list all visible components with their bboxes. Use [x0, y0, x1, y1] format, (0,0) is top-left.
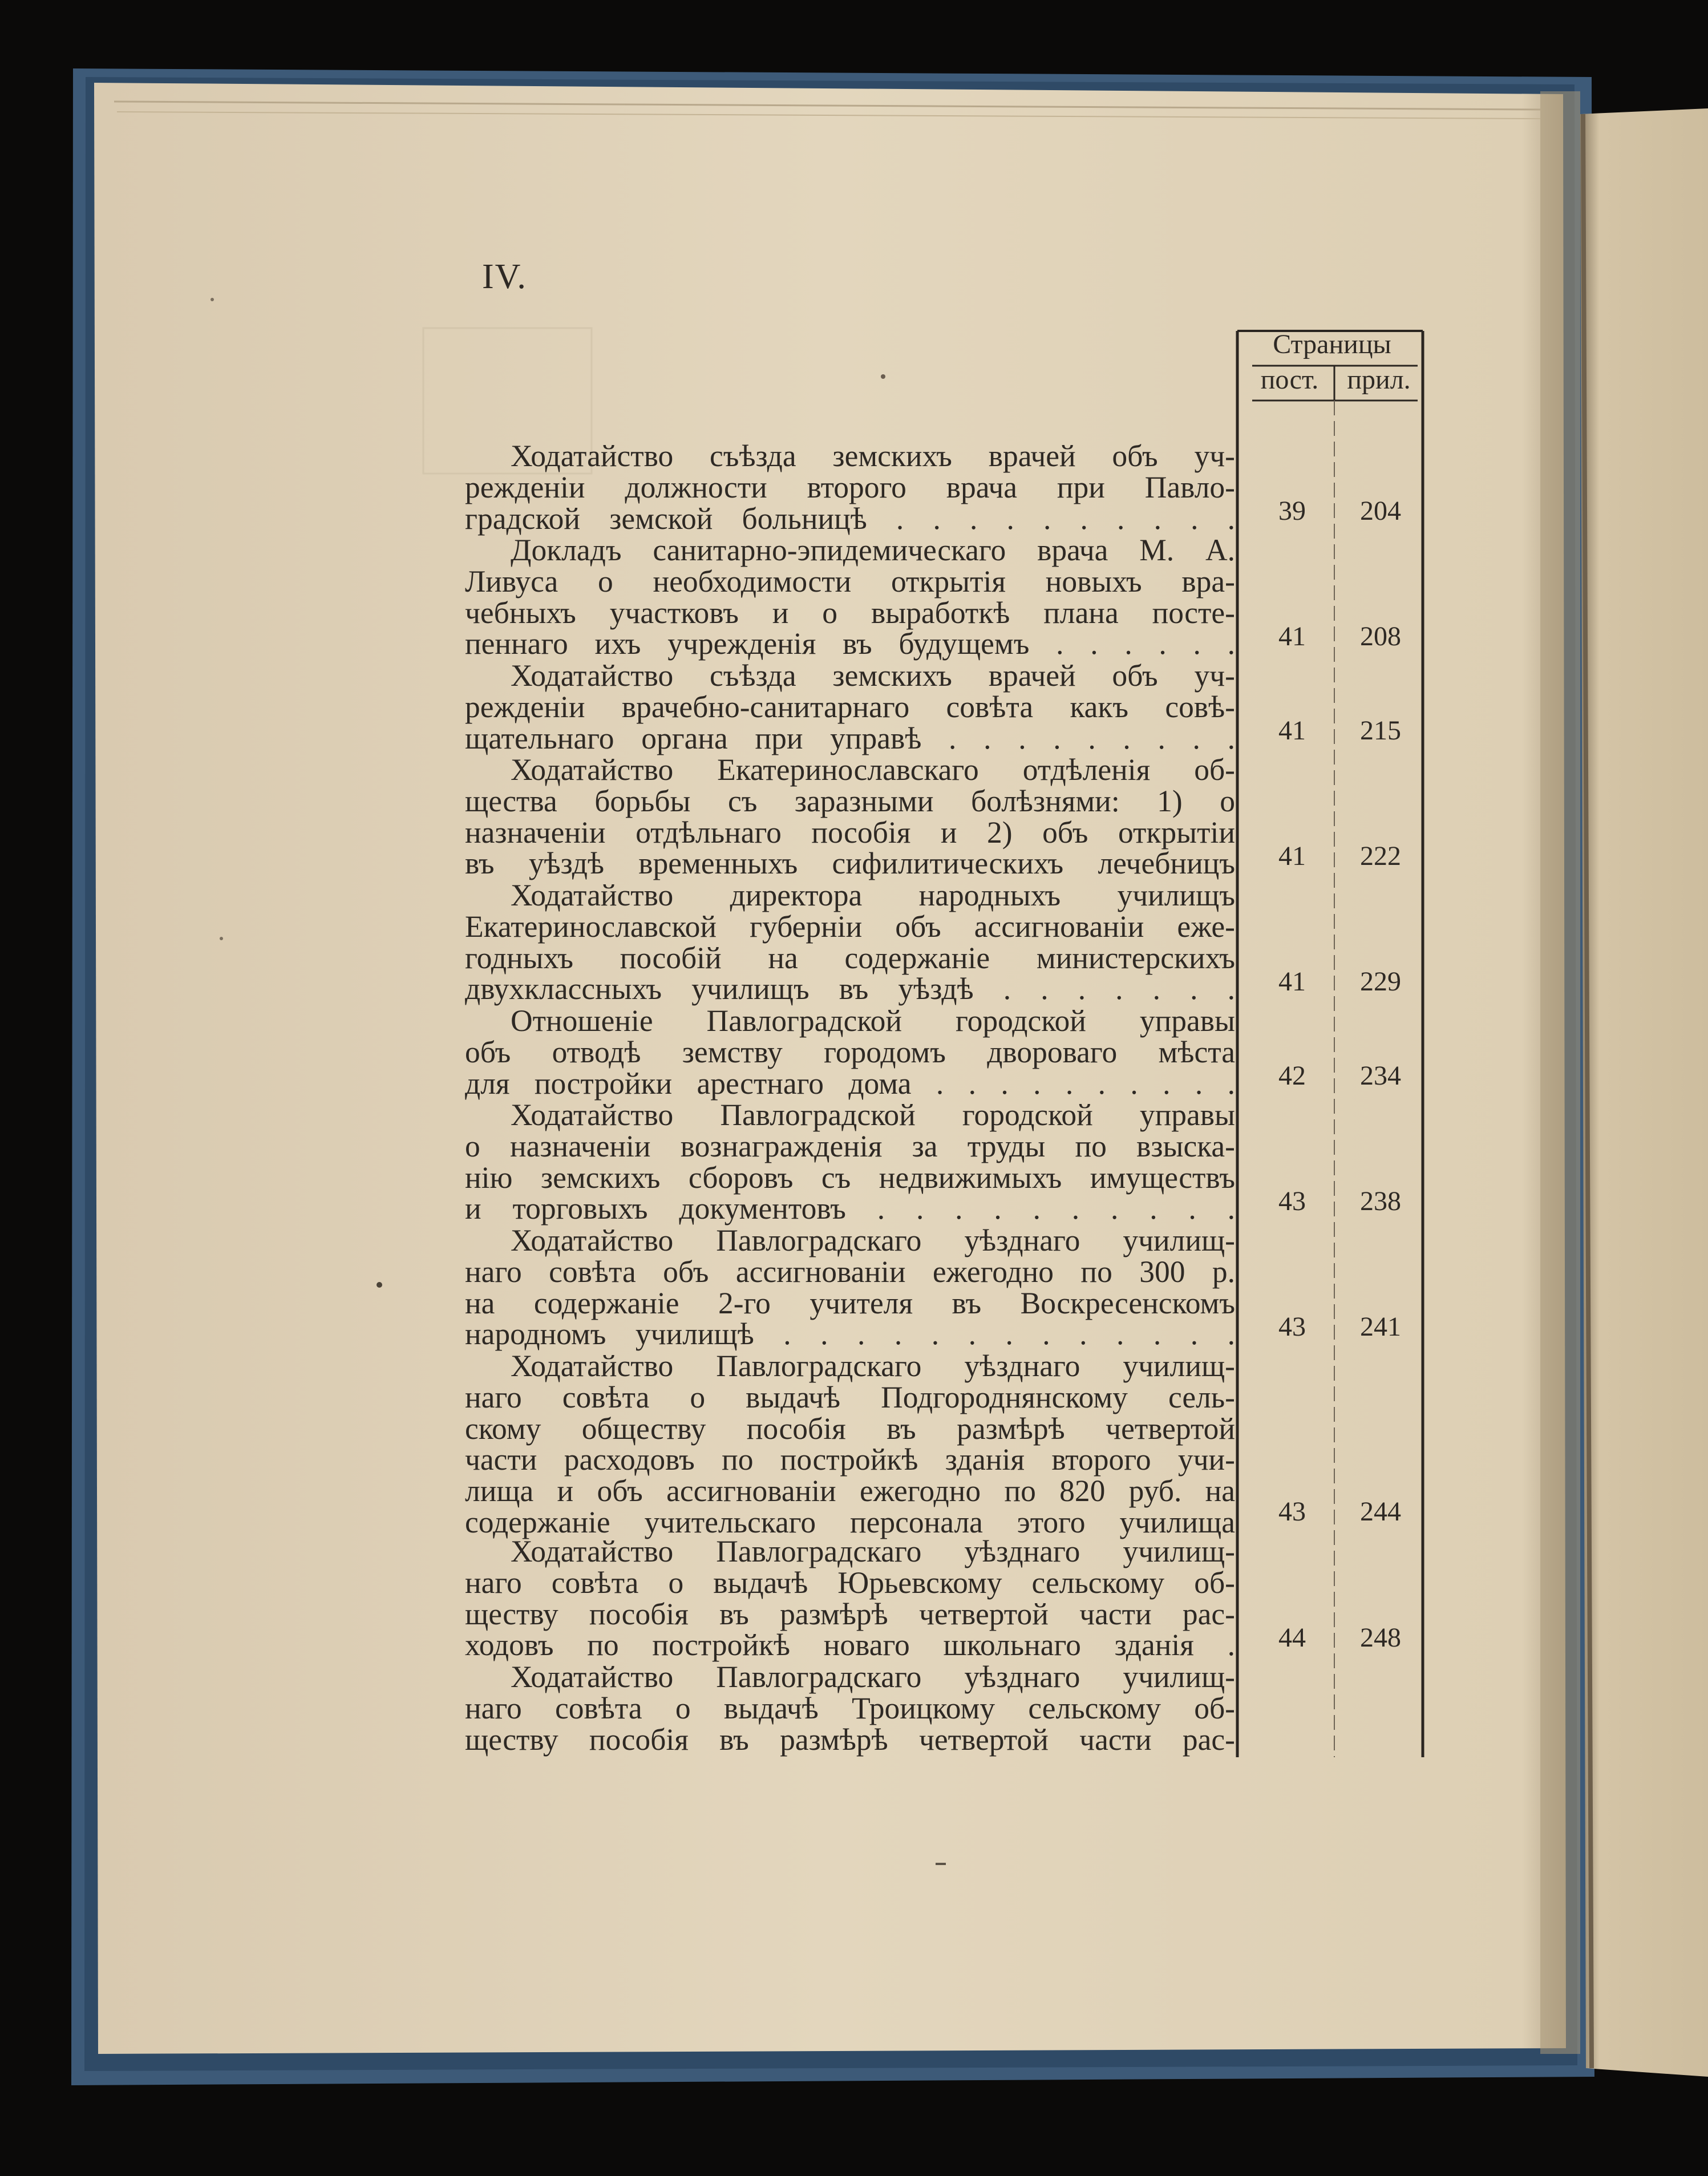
column-header-pril: прил.: [1347, 365, 1411, 395]
entry-8-post-page: 43: [1278, 1312, 1306, 1342]
entry-10-pril-page: 248: [1360, 1623, 1401, 1653]
entry-6-pril-page: 234: [1360, 1061, 1401, 1091]
entry-9-pril-page: 244: [1360, 1496, 1401, 1527]
entry-line: Ходатайство съѣзда земскихъ врачей объ уч-: [511, 439, 1235, 473]
entry-line: наго совѣта о выдачѣ Подгороднянскому сель-: [465, 1380, 1235, 1414]
entry-8: [465, 1225, 1235, 1350]
entry-2: [465, 535, 1235, 660]
entry-6-post-page: 42: [1278, 1061, 1306, 1091]
column-header-post: пост.: [1260, 365, 1319, 395]
entry-line: наго совѣта объ ассигнованіи ежегодно по 300 р.: [465, 1254, 1235, 1289]
entry-4-post-page: 41: [1278, 841, 1306, 871]
entry-line: назначеніи отдѣльнаго пособія и 2) объ открытіи: [465, 815, 1235, 850]
entry-10-post-page: 44: [1278, 1623, 1306, 1653]
entry-line: режденіи должности второго врача при Павло-: [465, 470, 1235, 504]
entry-line: для постройки арестнаго дома . . . . . . . . . .: [465, 1066, 1235, 1101]
entry-line: чебныхъ участковъ и о выработкѣ плана посте-: [465, 595, 1235, 630]
entry-line: Ходатайство Павлоградскаго уѣзднаго училищ-: [511, 1534, 1235, 1568]
entry-1-post-page: 39: [1278, 496, 1306, 526]
page-number: IV.: [482, 257, 527, 296]
entry-line: режденіи врачебно-санитарнаго совѣта какъ совѣ-: [465, 689, 1235, 724]
entry-8-pril-page: 241: [1360, 1312, 1401, 1342]
entry-line: скому обществу пособія въ размѣрѣ четвертой: [465, 1411, 1235, 1446]
entry-6: [465, 1005, 1235, 1099]
entry-line: пеннаго ихъ учрежденія въ будущемъ . . . . . .: [465, 626, 1235, 661]
entry-line: содержаніе учительскаго персонала этого училища: [465, 1504, 1235, 1539]
entry-11: [465, 1661, 1235, 1755]
entry-line: на содержаніе 2-го учителя въ Воскресенскомъ: [465, 1285, 1235, 1320]
entry-line: щательнаго органа при управѣ . . . . . . . . .: [465, 721, 1235, 755]
entry-line: объ отводѣ земству городомъ двороваго мѣста: [465, 1034, 1235, 1069]
entry-5-post-page: 41: [1278, 966, 1306, 997]
entry-line: Ходатайство Павлоградскаго уѣзднаго училищ-: [511, 1223, 1235, 1257]
entry-7: [465, 1099, 1235, 1224]
entry-5-pril-page: 229: [1360, 966, 1401, 997]
entry-line: Ходатайство Павлоградской городской управы: [511, 1098, 1235, 1132]
entry-2-post-page: 41: [1278, 621, 1306, 652]
entry-line: о назначеніи вознагражденія за труды по взыска-: [465, 1129, 1235, 1163]
entry-line: Ливуса о необходимости открытія новыхъ вра-: [465, 564, 1235, 598]
entry-line: и торговыхъ документовъ . . . . . . . . . .: [465, 1191, 1235, 1226]
entry-line: нію земскихъ сборовъ съ недвижимыхъ имуществъ: [465, 1160, 1235, 1195]
entry-line: наго совѣта о выдачѣ Троицкому сельскому об-: [465, 1690, 1235, 1725]
entry-7-pril-page: 238: [1360, 1186, 1401, 1216]
entry-5: [465, 880, 1235, 1005]
entry-4: [465, 754, 1235, 879]
entry-1: [465, 440, 1235, 534]
entry-9-post-page: 43: [1278, 1496, 1306, 1527]
entry-line: Отношеніе Павлоградской городской управы: [511, 1004, 1235, 1038]
entry-line: лища и объ ассигнованіи ежегодно по 820 руб. на: [465, 1474, 1235, 1508]
entry-3-pril-page: 215: [1360, 715, 1401, 746]
entry-9: [465, 1350, 1235, 1538]
entry-line: Ходатайство Павлоградскаго уѣзднаго училищ-: [511, 1660, 1235, 1694]
entry-3-post-page: 41: [1278, 715, 1306, 746]
entry-line: Ходатайство Павлоградскаго уѣзднаго училищ-: [511, 1349, 1235, 1383]
entry-line: щества борьбы съ заразными болѣзнями: 1) о: [465, 783, 1235, 818]
entry-line: градской земской больницѣ . . . . . . . . . .: [465, 501, 1235, 536]
entry-line: Ходатайство съѣзда земскихъ врачей объ уч-: [511, 658, 1235, 693]
entry-line: народномъ училищѣ . . . . . . . . . . . . .: [465, 1317, 1235, 1352]
entry-line: ходовъ по постройкѣ новаго школьнаго зданія .: [465, 1628, 1235, 1663]
entry-line: ществу пособія въ размѣрѣ четвертой части рас-: [465, 1596, 1235, 1631]
entry-line: двухклассныхъ училищъ въ уѣздѣ . . . . . . .: [465, 972, 1235, 1006]
entry-line: Екатеринославской губерніи объ ассигнованіи еже-: [465, 909, 1235, 944]
entry-1-pril-page: 204: [1360, 496, 1401, 526]
entry-2-pril-page: 208: [1360, 621, 1401, 652]
column-group-header: Страницы: [1273, 329, 1391, 359]
entry-line: годныхъ пособій на содержаніе министерскихъ: [465, 940, 1235, 975]
entry-line: ществу пособія въ размѣрѣ четвертой части рас-: [465, 1722, 1235, 1757]
entry-3: [465, 660, 1235, 754]
entry-10: [465, 1536, 1235, 1661]
entry-line: въ уѣздѣ временныхъ сифилитическихъ лечебницъ: [465, 846, 1235, 881]
entry-line: наго совѣта о выдачѣ Юрьевскому сельскому об-: [465, 1565, 1235, 1600]
entry-line: части расходовъ по постройкѣ зданія второго учи-: [465, 1442, 1235, 1477]
entry-7-post-page: 43: [1278, 1186, 1306, 1216]
entry-line: Ходатайство директора народныхъ училищъ: [511, 878, 1235, 912]
entry-4-pril-page: 222: [1360, 841, 1401, 871]
entry-line: Докладъ санитарно-эпидемическаго врача М. А.: [511, 533, 1235, 567]
entry-line: Ходатайство Екатеринославскаго отдѣленія об-: [511, 753, 1235, 787]
